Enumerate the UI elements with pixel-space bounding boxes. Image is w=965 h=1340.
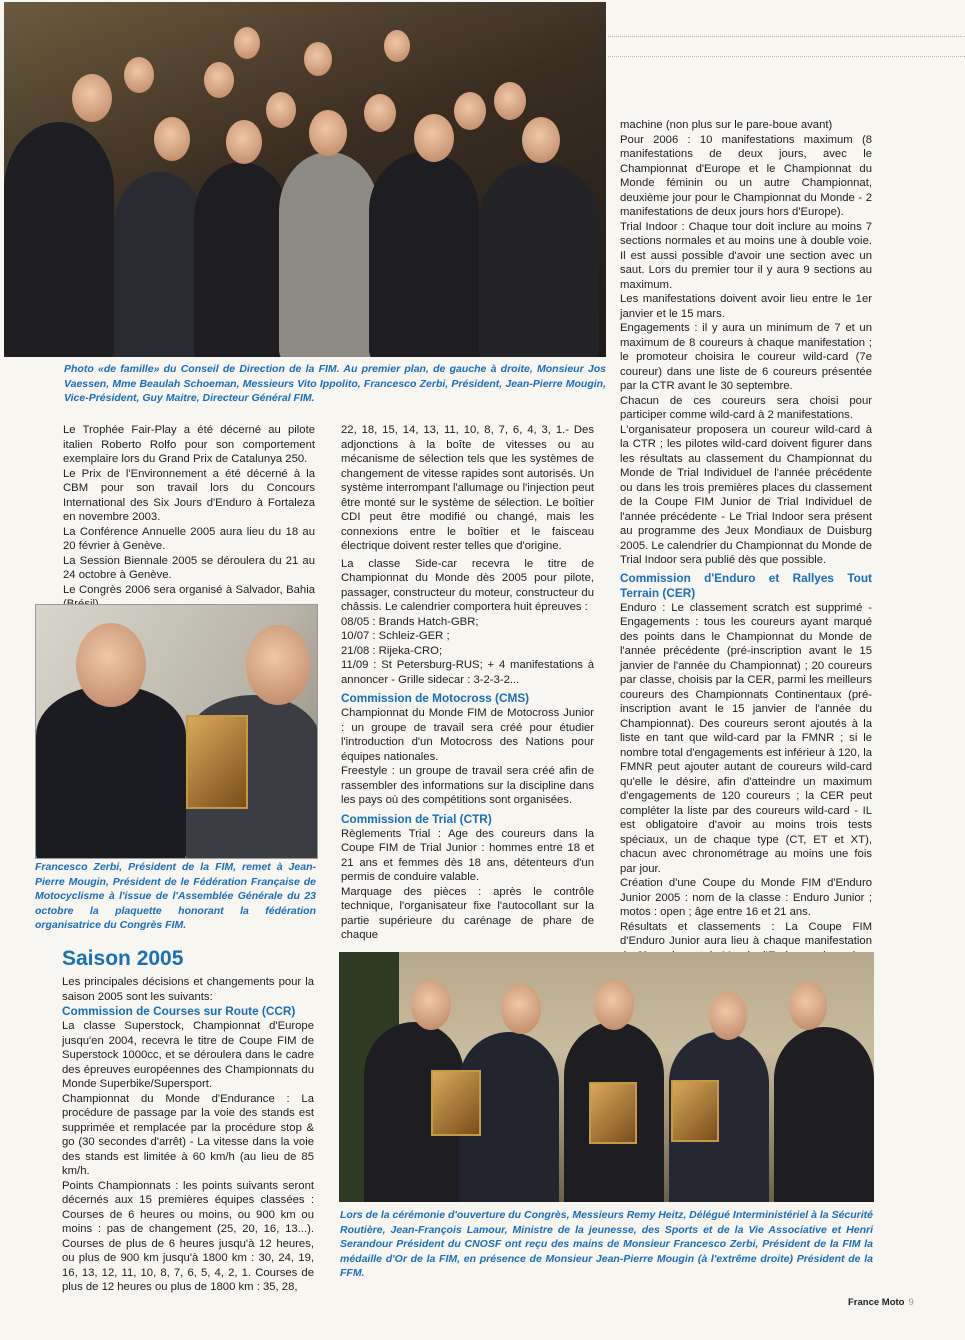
magazine-name: France Moto: [848, 1297, 905, 1308]
paragraph: Le Trophée Fair-Play a été décerné au pilote italien Roberto Rolfo pour son comportement exemplaire lors du Grand Prix de Catalunya 250.: [63, 424, 315, 465]
paragraph: La classe Superstock, Championnat d'Europe jusqu'en 2004, recevra le titre de Coupe FIM de Superstock 1000cc, et se déroulera dans le cadre des épreuves européennes des Championnats du Monde Superbike/Supersport.: [62, 1020, 314, 1090]
paragraph: machine (non plus sur le pare-boue avant): [620, 119, 833, 131]
cer-heading: Commission d'Enduro et Rallyes Tout Terrain (CER): [620, 570, 872, 600]
paragraph: L'organisateur proposera un coureur wild-card à la CTR ; les pilotes wild-card doivent figurer dans les résultats au classement du Championnat du Monde de Trial Individuel de l'année précédente ou dans les trois premières places du classement de la Coupe FIM Junior de Trial Individuel de l'année précédente - Le Trial Indoor sera présent au programme des Jeux Mondiaux de Duisburg 2005. Le calendrier du Championnat du Monde de Trial Indoor sera publié dès que possible.: [620, 423, 872, 566]
paragraph: Marquage des pièces : après le contrôle technique, l'organisateur fixe l'autocollant sur la partie supérieure du carénage de phare de chaque: [341, 885, 594, 941]
plaque-photo: [35, 604, 318, 859]
calendar-item: 08/05 : Brands Hatch-GBR;: [341, 615, 479, 628]
divider-line: [608, 56, 965, 57]
paragraph: Pour 2006 : 10 manifestations maximum (8 manifestations de deux jours, avec le Championnat d'Europe et le Championnat du Monde féminin ou un autre Championnat, deuxième jour pour le Championnat du Monde - 2 manifestations de deux jours hors d'Europe).: [620, 133, 872, 218]
group-photo: [4, 2, 606, 357]
ctr-heading: Commission de Trial (CTR): [341, 811, 492, 826]
paragraph: La Session Biennale 2005 se déroulera du 21 au 24 octobre à Genève.: [63, 554, 315, 581]
paragraph: Enduro : Le classement scratch est supprimé - Engagements : tous les coureurs ayant marqué des points dans le Championnat du Monde de l'année précédente (pré-inscription avant le 15 janvier de l'année du Championnat) ; 20 coureurs par classe, choisis par la CER, parmi les meilleurs coureurs des Championnats Continentaux (pré-inscription avant le 15 janvier de l'année du Championnat). Des coureurs seront ajoutés à la liste en tant que wild-card par la FMNR ; si le nombre total d'engagements est inférieur à 120, la FMNR peut ajouter autant de coureurs wild-card qu'elle le désire, afin d'atteindre un maximum d'engagements de 120 coureurs ; la CER peut compléter la liste par des coureurs wild-card - IL est obligatoire d'avoir au moins trois tests spéciaux, un de chaque type (CT, ET et XT), chacun avec chronométrage au moins une fois par jour.: [620, 601, 872, 875]
paragraph: Règlements Trial : Age des coureurs dans la Coupe FIM de Trial Junior : hommes entre 18 et 21 ans et femmes dès 18 ans, détenteurs d'un permis de conduire valable.: [341, 827, 594, 883]
paragraph: Chacun de ces coureurs sera choisi pour participer comme wild-card à 2 manifestations.: [620, 394, 872, 421]
column-2-text: [341, 423, 594, 943]
plaque-photo-caption: Francesco Zerbi, Président de la FIM, remet à Jean-Pierre Mougin, Président de le Fédération Française de Motocyclisme à l'issue de l'Assemblée Générale du 23 octobre la plaquette honorant la fédération organisatrice du Congrès FIM.: [35, 861, 316, 931]
paragraph: Freestyle : un groupe de travail sera créé afin de rassembler des informations sur la discipline dans les pays où des compétitions sont organisées.: [341, 765, 594, 806]
paragraph: Résultats et classements : La Coupe FIM d'Enduro Junior aura lieu à chaque manifestation: [620, 920, 872, 947]
paragraph: Championnat du Monde FIM de Motocross Junior : un groupe de travail sera créé pour étudier l'introduction d'un Motocross des Nations pour équipes nationales.: [341, 707, 594, 763]
paragraph: 22, 18, 15, 14, 13, 11, 10, 8, 7, 6, 4, 3, 1.- Des adjonctions à la boîte de vitesses ou au mécanisme de sélection tels que les systèmes de changement de vitesse rapides sont autorisés. Un système interrompant l'allumage ou l'injection peut être monté sur le système de sélection. Le boîtier CDI peut être modifié ou changé, mais les connexions entre le boîtier et le faisceau électrique doivent rester telles que d'origine.: [341, 424, 594, 552]
column-3-text: [620, 118, 872, 963]
column-1-text: [63, 423, 315, 612]
page-footer: [848, 1297, 914, 1308]
paragraph: Trial Indoor : Chaque tour doit inclure au moins 7 sections normales et au moins une à double voie. Il est aussi possible d'avoir une section avec un saut. Lors du premier tour il y aura 9 sections au maximum.: [620, 220, 872, 291]
calendar-item: 21/08 : Rijeka-CRO;: [341, 644, 443, 657]
page-number: 9: [908, 1297, 914, 1308]
cms-heading: Commission de Motocross (CMS): [341, 691, 530, 705]
paragraph: Championnat du Monde d'Endurance : La procédure de passage par la voie des stands est supprimée et remplacée par la procédure stop & go (30 secondes d'arrêt) - La vitesse dans la voie des stands est limitée à 60 km/h (au lieu de 85 km/h.: [62, 1092, 314, 1177]
paragraph: Engagements : il y aura un minimum de 7 et un maximum de 8 coureurs à chaque manifestation ; le promoteur choisira le coureur wild-card (7e coureur) dans une liste de 6 coureurs présentée par la CTR avant le 30 septembre.: [620, 322, 872, 392]
section-title: Saison 2005: [62, 947, 184, 970]
paragraph: Le Congrès 2006 sera organisé à Salvador, Bahia: [63, 583, 315, 596]
calendar-item: 10/07 : Schleiz-GER ;: [341, 630, 450, 642]
group-photo-caption: Photo «de famille» du Conseil de Direction de la FIM. Au premier plan, de gauche à droite, Monsieur Jos Vaessen, Mme Beaulah Schoeman, Messieurs Vito Ippolito, Francesco Zerbi, Président, Jean-Pierre Mougin, Vice-Président, Guy Maitre, Directeur Général FIM.: [64, 363, 606, 404]
divider-line: [608, 36, 965, 37]
ceremony-photo: [339, 952, 874, 1202]
paragraph: Les principales décisions et changements pour la saison 2005 sont les suivants:: [62, 976, 314, 1003]
calendar-item: 11/09 : St Petersburg-RUS; + 4 manifestations à annoncer - Grille sidecar : 3-2-3-2...: [341, 659, 594, 686]
ceremony-photo-caption: Lors de la cérémonie d'ouverture du Congrès, Messieurs Remy Heitz, Délégué Interministériel à la Sécurité Routière, Jean-François Lamour, Ministre de la jeunesse, des Sports et de la Vie Associative et Henri Serandour Président du CNOSF ont reçu des mains de Monsieur Francesco Zerbi, Président de la FIM la médaille d'Or de la FIM, en présence de Monsieur Jean-Pierre Mougin (à l'extrême droite) Président de la FFM.: [340, 1209, 873, 1279]
saison-text: [62, 975, 314, 1295]
paragraph: Le Prix de l'Environnement a été décerné à la CBM pour son travail lors du Concours International des Six Jours d'Enduro à Fortaleza en novembre 2003.: [63, 467, 315, 523]
paragraph: Les manifestations doivent avoir lieu entre le 1er janvier et le 15 mars.: [620, 293, 872, 320]
paragraph: La Conférence Annuelle 2005 aura lieu du 18 au 20 février à Genève.: [63, 525, 315, 552]
ccr-heading: Commission de Courses sur Route (CCR): [62, 1004, 296, 1018]
paragraph: Création d'une Coupe du Monde FIM d'Enduro Junior 2005 : nom de la classe : Enduro Junior ; motos : open ; âge entre 16 et 21 ans.: [620, 877, 872, 918]
paragraph: Points Championnats : les points suivants seront décernés aux 15 premières équipes classées : Courses de 6 heures ou moins, ou 900 km ou moins : pas de changement (25, 20, 16, 13...). Courses de plus de 6 heures jusqu'à 12 heures, ou plus de 900 km jusqu'à 1800 km : 30, 24, 19, 16, 13, 12, 11, 10, 8, 7, 6, 5, 4, 2, 1. Courses de plus de 12 heures ou plus de 1800 km : 35, 28,: [62, 1179, 314, 1293]
paragraph: La classe Side-car recevra le titre de Championnat du Monde dès 2005 pour pilote, passager, constructeur du moteur, constructeur du châssis. Le calendrier comportera huit épreuves :: [341, 557, 594, 613]
